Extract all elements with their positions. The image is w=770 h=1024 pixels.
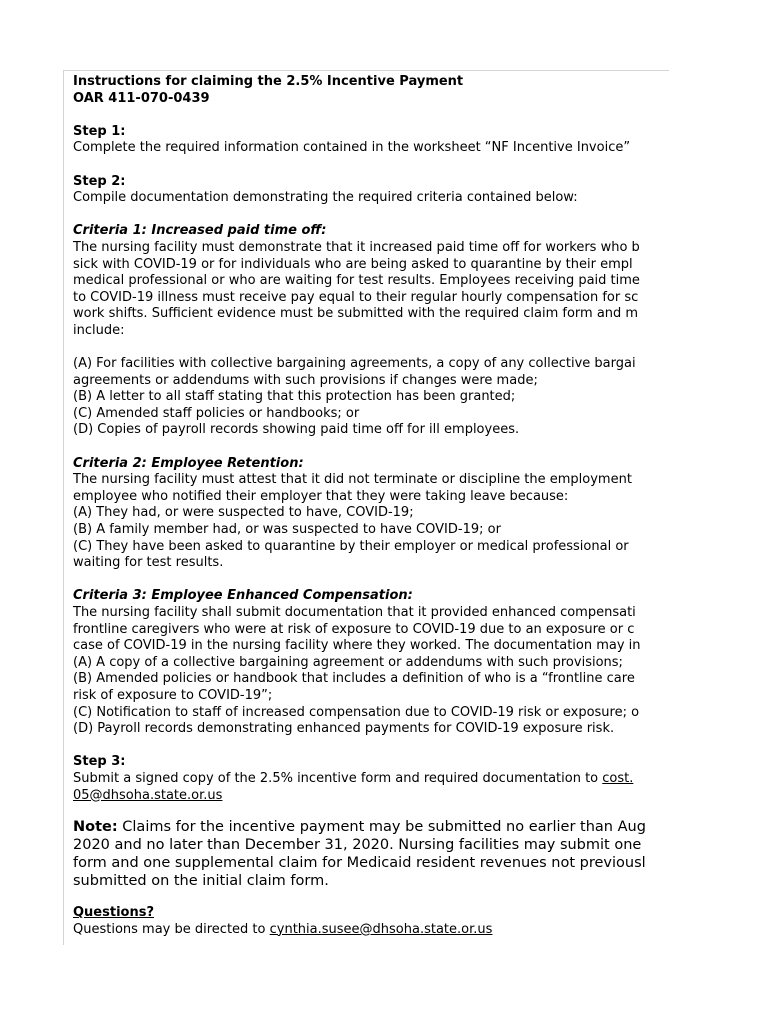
criteria2-line: employee who notified their employer that they were taking leave because: [73,488,569,504]
step2-heading: Step 2: [73,173,126,189]
criteria1-heading: Criteria 1: Increased paid time off: [73,223,327,239]
criteria1-item: agreements or addendums with such provisions if changes were made; [73,372,538,388]
criteria1-line: include: [73,322,125,338]
questions-text-prefix: Questions may be directed to [73,921,270,937]
note-line-1 [73,818,669,836]
criteria1-line: medical professional or who are waiting for test results. Employees receiving paid time [73,273,640,289]
step3-text [73,771,669,788]
criteria2-line: (B) A family member had, or was suspected to have COVID-19; or [73,522,501,538]
criteria1-item: (D) Copies of payroll records showing paid time off for ill employees. [73,422,520,438]
note-line-2: 2020 and no later than December 31, 2020. Nursing facilities may submit one [73,837,642,854]
cost-email-link-part1[interactable]: cost. [602,770,634,786]
criteria3-line: (C) Notification to staff of increased compensation due to COVID-19 risk or exposure; o [73,704,640,720]
oar-rule: OAR 411-070-0439 [73,90,210,106]
criteria1-item: (C) Amended staff policies or handbooks; or [73,405,360,421]
criteria3-line: case of COVID-19 in the nursing facility where they worked. The documentation may in [73,638,641,654]
note-text-1: Claims for the incentive payment may be submitted no earlier than Aug [117,819,646,836]
step1-text: Complete the required information contained in the worksheet “NF Incentive Invoice” [73,140,631,156]
note-block [73,818,669,890]
step3-text-prefix: Submit a signed copy of the 2.5% incentive form and required documentation to [73,770,603,786]
step1-heading: Step 1: [73,123,126,139]
step3-email-line [73,788,669,805]
step3-heading: Step 3: [73,754,126,770]
cost-email-link-part2[interactable]: 05@dhsoha.state.or.us [73,787,223,803]
questions-text [73,922,669,939]
criteria2-line: (A) They had, or were suspected to have, COVID-19; [73,505,414,521]
criteria2-line: The nursing facility must attest that it did not terminate or discipline the employment [73,472,632,488]
criteria1-line: sick with COVID-19 or for individuals who are being asked to quarantine by their empl [73,256,633,272]
questions-heading: Questions? [73,905,154,921]
criteria3-line: The nursing facility shall submit documentation that it provided enhanced compensati [73,605,636,620]
criteria1-item: (B) A letter to all staff stating that this protection has been granted; [73,389,516,405]
criteria1-line: work shifts. Sufficient evidence must be submitted with the required claim form and m [73,306,639,322]
criteria3-line: risk of exposure to COVID-19”; [73,687,273,703]
document-title: Instructions for claiming the 2.5% Incentive Payment [73,74,464,89]
worksheet-page [63,70,669,945]
criteria3-heading: Criteria 3: Employee Enhanced Compensation: [73,588,413,604]
criteria3-line: (D) Payroll records demonstrating enhanced payments for COVID-19 exposure risk. [73,721,615,737]
note-label: Note: [73,819,118,836]
instructions-content [73,74,669,938]
criteria2-heading: Criteria 2: Employee Retention: [73,455,304,471]
note-line-4: submitted on the initial claim form. [73,873,329,890]
criteria1-line: to COVID-19 illness must receive pay equal to their regular hourly compensation for sc [73,289,639,305]
step2-text: Compile documentation demonstrating the required criteria contained below: [73,190,578,206]
questions-email-link[interactable]: cynthia.susee@dhsoha.state.or.us [269,921,493,937]
note-line-3: form and one supplemental claim for Medicaid resident revenues not previousl [73,855,646,872]
criteria3-line: (B) Amended policies or handbook that includes a definition of who is a “frontline care [73,671,635,687]
criteria2-line: (C) They have been asked to quarantine by their employer or medical professional or [73,538,629,554]
criteria3-line: frontline caregivers who were at risk of exposure to COVID-19 due to an exposure or c [73,621,635,637]
criteria1-item: (A) For facilities with collective bargaining agreements, a copy of any collective bargai [73,356,636,372]
criteria2-line: waiting for test results. [73,555,224,571]
criteria3-line: (A) A copy of a collective bargaining agreement or addendums with such provisions; [73,654,623,670]
criteria1-line: The nursing facility must demonstrate that it increased paid time off for workers who b [73,239,640,255]
